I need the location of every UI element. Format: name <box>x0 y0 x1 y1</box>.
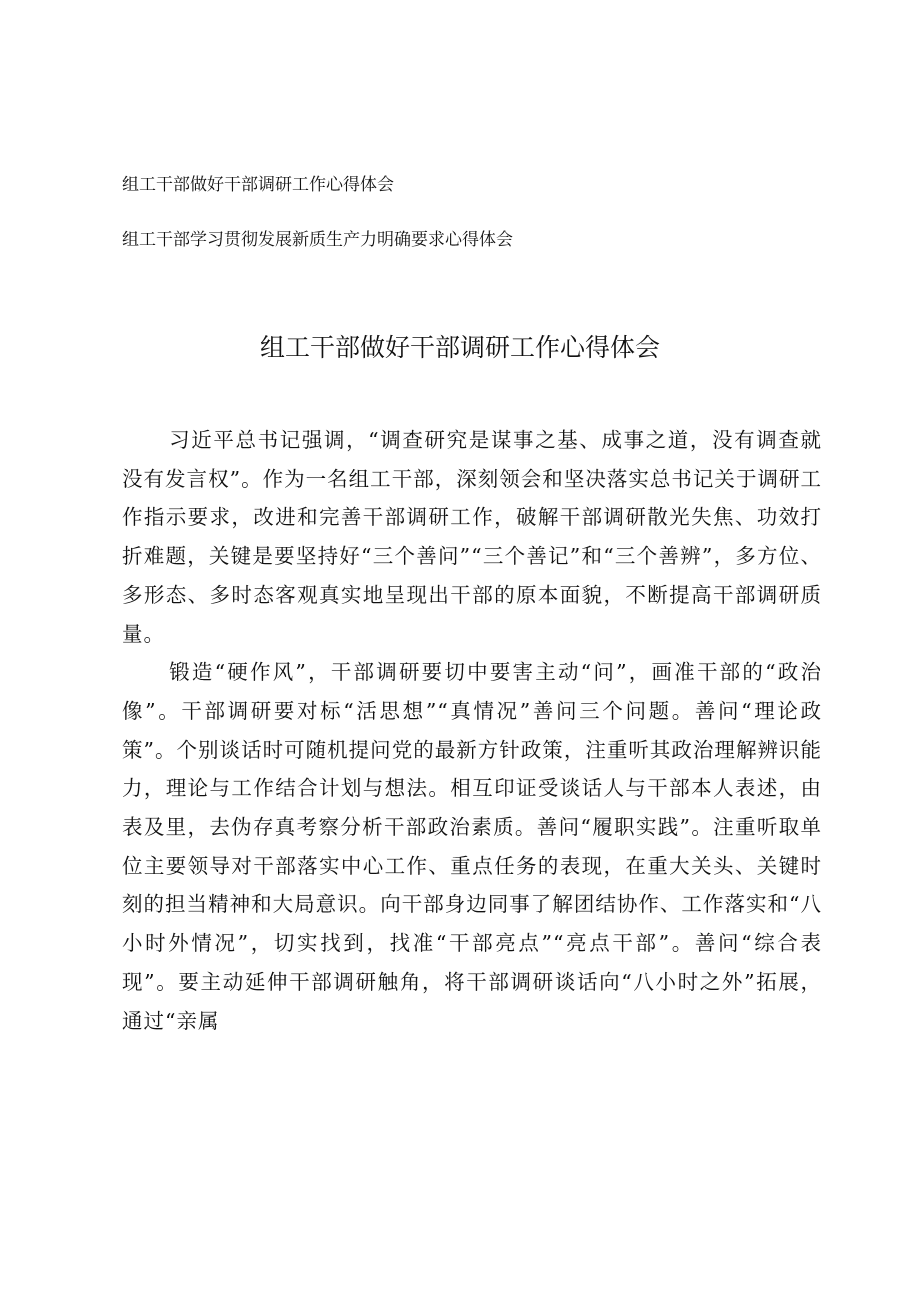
paragraph: 习近平总书记强调，“调查研究是谋事之基、成事之道，没有调查就没有发言权”。作为一名组工干部，深刻领会和坚决落实总书记关于调研工作指示要求，改进和完善干部调研工作，破解干部调研散光失焦、功效打折难题，关键是要坚持好“三个善问”“三个善记”和“三个善辨”，多方位、多形态、多时态客观真实地呈现出干部的原本面貌，不断提高干部调研质量。 <box>122 428 822 646</box>
document-title: 组工干部做好干部调研工作心得体会 <box>259 333 660 362</box>
table-of-contents <box>122 172 822 282</box>
document-body <box>122 421 822 1040</box>
toc-item[interactable]: 组工干部学习贯彻发展新质生产力明确要求心得体会 <box>122 230 513 250</box>
paragraph: 锻造“硬作风”，干部调研要切中要害主动“问”，画准干部的“政治像”。干部调研要对标“活思想”“真情况”善问三个问题。善问“理论政策”。个别谈话时可随机提问党的最新方针政策，注重听其政治理解辨识能力，理论与工作结合计划与想法。相互印证受谈话人与干部本人表述，由表及里，去伪存真考察分析干部政治素质。善问“履职实践”。注重听取单位主要领导对干部落实中心工作、重点任务的表现，在重大关头、关键时刻的担当精神和大局意识。向干部身边同事了解团结协作、工作落实和“八小时外情况”，切实找到，找准“干部亮点”“亮点干部”。善问“综合表现”。要主动延伸干部调研触角，将干部调研谈话向“八小时之外”拓展，通过“亲属 <box>122 660 822 1033</box>
toc-item[interactable]: 组工干部做好干部调研工作心得体会 <box>122 175 394 195</box>
